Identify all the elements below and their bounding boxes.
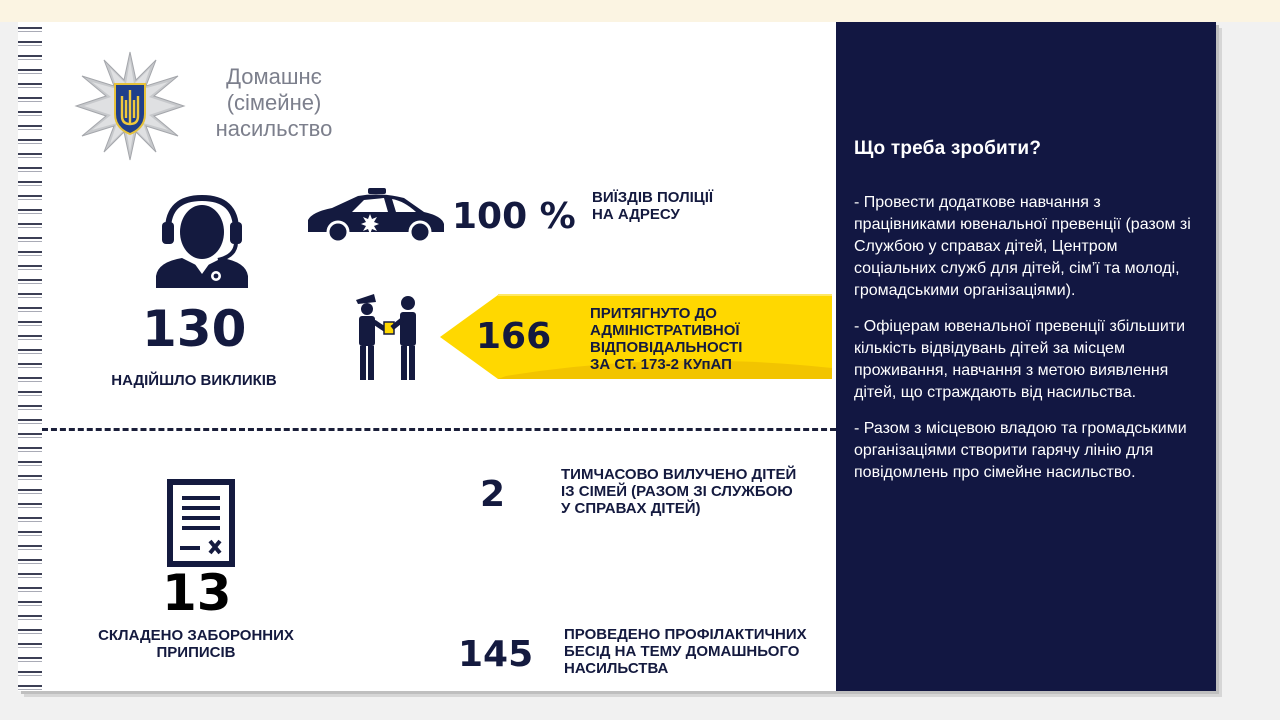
page-title-line: насильство <box>215 116 333 141</box>
label-line: У СПРАВАХ ДІТЕЙ) <box>561 500 701 517</box>
restraining-orders-label <box>76 627 316 661</box>
police-officer-icon <box>354 292 424 382</box>
label-line: НА АДРЕСУ <box>592 206 680 223</box>
conversations-count: 145 <box>458 634 534 675</box>
recommendation-item: - Офіцерам ювенальної превенції збільшити кількість відвідувань дітей за місцем проживання, навчання з метою виявлення дітей, що страждають від насильства. <box>854 318 1186 401</box>
label-line: БЕСІД НА ТЕМУ ДОМАШНЬОГО <box>564 643 800 660</box>
label-line: АДМІНІСТРАТИВНОЇ <box>590 322 740 339</box>
administrative-label <box>590 305 780 373</box>
recommendations-content <box>854 138 1194 498</box>
page-title-line: Домашнє <box>226 64 322 89</box>
label-line: ВІДПОВІДАЛЬНОСТІ <box>590 339 743 356</box>
label-line: ТИМЧАСОВО ВИЛУЧЕНО ДІТЕЙ <box>561 466 797 483</box>
page-title-line: (сімейне) <box>226 90 322 115</box>
label-line: ПРОВЕДЕНО ПРОФІЛАКТИЧНИХ <box>564 626 807 643</box>
label-line: ІЗ СІМЕЙ (РАЗОМ ЗІ СЛУЖБОЮ <box>561 483 793 500</box>
document-icon <box>166 478 236 568</box>
calls-count: 130 <box>142 300 247 358</box>
label-line: ВИЇЗДІВ ПОЛІЦІЇ <box>592 189 714 206</box>
label-line: ПРИТЯГНУТО ДО <box>590 305 717 322</box>
restraining-orders-count: 13 <box>162 564 232 622</box>
police-visits-label <box>592 189 752 223</box>
notebook-page <box>18 22 1216 691</box>
recommendation-item: - Разом з місцевою владою та громадськими організаціями створити гарячу лінію для повідомлень про сімейне насильство. <box>854 420 1187 481</box>
label-line: ЗА СТ. 173-2 КУпАП <box>590 356 732 373</box>
police-visits-percent: 100 % <box>452 196 576 237</box>
label-line: НАСИЛЬСТВА <box>564 660 669 677</box>
police-car-icon <box>304 186 446 242</box>
administrative-count: 166 <box>476 316 552 357</box>
top-band <box>0 0 1280 22</box>
conversations-label <box>564 626 834 677</box>
section-divider <box>42 428 836 431</box>
recommendation-item: - Провести додаткове навчання з працівниками ювенальної превенції (разом зі Службою у справах дітей, Центром соціальних служб для дітей, сім’ї та молоді, громадськими організаціями). <box>854 194 1191 299</box>
spiral-binding <box>18 22 42 691</box>
recommendations-heading: Що треба зробити? <box>854 138 1042 159</box>
recommendations-panel <box>836 22 1216 691</box>
label-line: СКЛАДЕНО ЗАБОРОННИХ <box>98 627 294 644</box>
police-star-emblem-icon <box>74 50 186 162</box>
children-removed-count: 2 <box>480 474 506 515</box>
label-line: ПРИПИСІВ <box>156 644 236 661</box>
headset-operator-icon <box>154 194 250 288</box>
page-title <box>204 64 344 142</box>
calls-label: НАДІЙШЛО ВИКЛИКІВ <box>111 372 277 389</box>
children-removed-label <box>561 466 826 517</box>
